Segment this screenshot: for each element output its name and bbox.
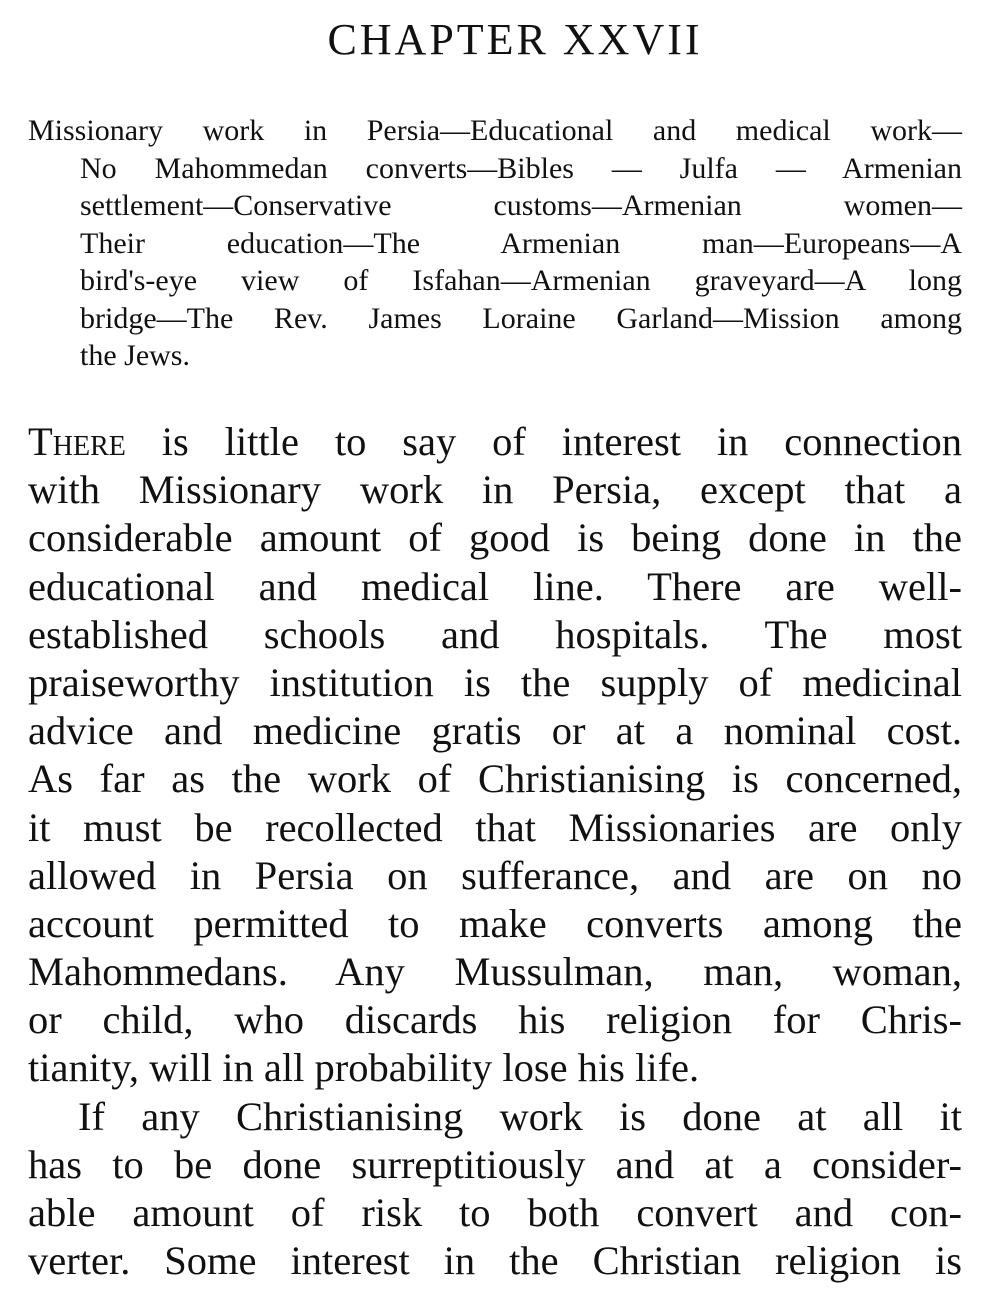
paragraph-line: tianity, will in all probability lose his life. — [28, 1045, 700, 1091]
synopsis-line: bridge—The Rev. James Loraine Garland—Mission among — [80, 301, 962, 335]
synopsis-line: No Mahommedan converts—Bibles — Julfa — Armenian — [80, 151, 962, 185]
paragraph-line: has to be done surreptitiously and at a consider- — [28, 1141, 962, 1187]
paragraph-line: verter. Some interest in the Christian religion is — [28, 1238, 962, 1284]
opening-word: There — [28, 419, 126, 464]
paragraph-line: Mahommedans. Any Mussulman, man, woman, — [28, 949, 962, 995]
paragraph-line: with Missionary work in Persia, except that a — [28, 467, 962, 513]
paragraph-line: able amount of risk to both convert and con- — [28, 1190, 962, 1235]
paragraph-line: or child, who discards his religion for Chris- — [28, 997, 962, 1043]
paragraph-line: allowed in Persia on sufferance, and are on no — [28, 852, 962, 898]
paragraph-line: If any Christianising work is done at all it — [78, 1093, 962, 1139]
synopsis-line: settlement—Conservative customs—Armenian women— — [80, 189, 962, 222]
synopsis-line: Missionary work in Persia—Educational and medical work— — [28, 114, 962, 147]
synopsis-line: bird's-eye view of Isfahan—Armenian graveyard—A long — [80, 264, 962, 297]
paragraph-line: established schools and hospitals. The most — [28, 611, 962, 657]
paragraph-line: educational and medical line. There are well- — [28, 563, 962, 609]
paragraph-line: As far as the work of Christianising is concerned, — [28, 756, 962, 802]
paragraph-line: advice and medicine gratis or at a nominal cost. — [28, 708, 962, 754]
paragraph-line: account permitted to make converts among the — [28, 900, 962, 946]
chapter-synopsis — [28, 112, 962, 375]
synopsis-line: the Jews. — [80, 339, 190, 372]
body-text — [28, 418, 962, 1285]
paragraph-line: it must be recollected that Missionaries are only — [28, 804, 962, 850]
chapter-heading: CHAPTER XXVII — [327, 15, 703, 64]
paragraph-line-text: is little to say of interest in connection — [125, 419, 962, 464]
paragraph-line: considerable amount of good is being done in the — [28, 515, 962, 561]
paragraph-line — [28, 418, 962, 466]
paragraph-line: praiseworthy institution is the supply of medicinal — [28, 659, 962, 705]
synopsis-line: Their education—The Armenian man—Europeans—A — [80, 226, 962, 260]
